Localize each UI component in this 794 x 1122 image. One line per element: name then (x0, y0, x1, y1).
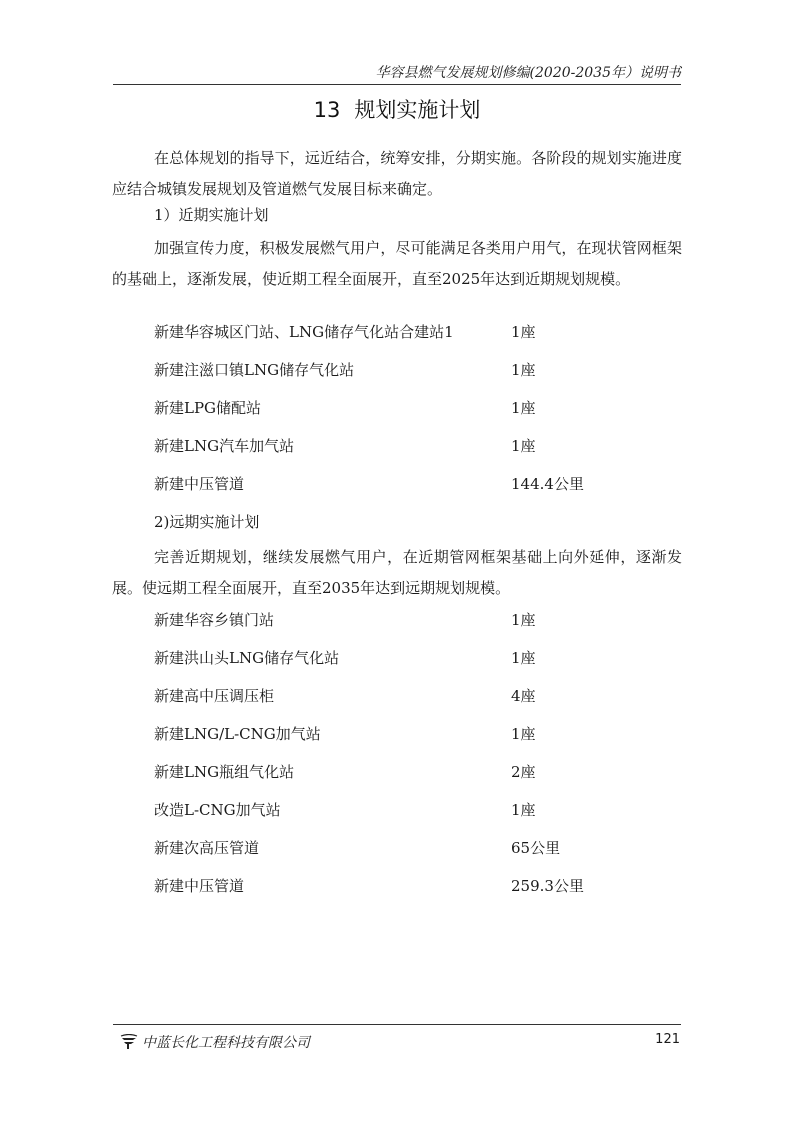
footer-company (120, 1032, 310, 1052)
item-name: 新建LNG/L-CNG加气站 (154, 725, 321, 743)
chapter-heading (0, 94, 794, 124)
footer-divider (113, 1024, 681, 1025)
item-name: 新建华容乡镇门站 (154, 611, 275, 629)
chapter-number: 13 (313, 98, 341, 122)
chapter-title: 规划实施计划 (354, 98, 481, 122)
list-item (154, 320, 674, 344)
item-quantity: 144.4公里 (511, 475, 584, 493)
near-term-heading: 1）近期实施计划 (154, 206, 269, 224)
near-term-paragraph: 加强宣传力度，积极发展燃气用户，尽可能满足各类用户用气，在现状管网框架的基础上，逐渐发展，使近期工程全面展开，直至2025年达到近期规划规模。 (112, 239, 682, 288)
list-item (154, 434, 674, 458)
item-quantity: 1座 (511, 611, 536, 629)
document-title: 华容县燃气发展规划修编(2020-2035年）说明书 (375, 65, 681, 81)
item-quantity: 1座 (511, 649, 536, 667)
item-name: 新建注滋口镇LNG储存气化站 (154, 361, 355, 379)
item-name: 新建次高压管道 (154, 839, 260, 857)
list-item (154, 760, 674, 784)
item-name: 新建华容城区门站、LNG储存气化站合建站1 (154, 323, 454, 341)
item-name: 新建LNG瓶组气化站 (154, 763, 295, 781)
item-name: 新建高中压调压柜 (154, 687, 275, 705)
company-name: 中蓝长化工程科技有限公司 (142, 1035, 310, 1051)
item-quantity: 1座 (511, 399, 536, 417)
item-name: 新建中压管道 (154, 475, 245, 493)
list-item (154, 608, 674, 632)
item-name: 新建LNG汽车加气站 (154, 437, 295, 455)
page-number: 121 (655, 1032, 680, 1047)
item-name: 新建中压管道 (154, 877, 245, 895)
list-item (154, 798, 674, 822)
list-item (154, 396, 674, 420)
list-item (154, 646, 674, 670)
list-item (154, 358, 674, 382)
item-name: 新建LPG储配站 (154, 399, 262, 417)
item-quantity: 65公里 (511, 839, 561, 857)
list-item (154, 836, 674, 860)
item-quantity: 4座 (511, 687, 536, 705)
item-name: 改造L-CNG加气站 (154, 801, 281, 819)
item-quantity: 1座 (511, 801, 536, 819)
company-logo-icon (120, 1034, 138, 1050)
item-quantity: 2座 (511, 763, 536, 781)
item-quantity: 1座 (511, 361, 536, 379)
long-term-paragraph: 完善近期规划，继续发展燃气用户，在近期管网框架基础上向外延伸，逐渐发展。使远期工程全面展开，直至2035年达到远期规划规模。 (112, 548, 682, 597)
list-item (154, 684, 674, 708)
list-item (154, 472, 674, 496)
item-quantity: 1座 (511, 323, 536, 341)
item-quantity: 1座 (511, 437, 536, 455)
item-quantity: 1座 (511, 725, 536, 743)
long-term-heading: 2)远期实施计划 (154, 513, 260, 531)
list-item (154, 874, 674, 898)
intro-paragraph: 在总体规划的指导下，远近结合，统筹安排，分期实施。各阶段的规划实施进度应结合城镇发展规划及管道燃气发展目标来确定。 (112, 149, 682, 198)
item-quantity: 259.3公里 (511, 877, 584, 895)
item-name: 新建洪山头LNG储存气化站 (154, 649, 340, 667)
header-divider (113, 84, 681, 85)
list-item (154, 722, 674, 746)
